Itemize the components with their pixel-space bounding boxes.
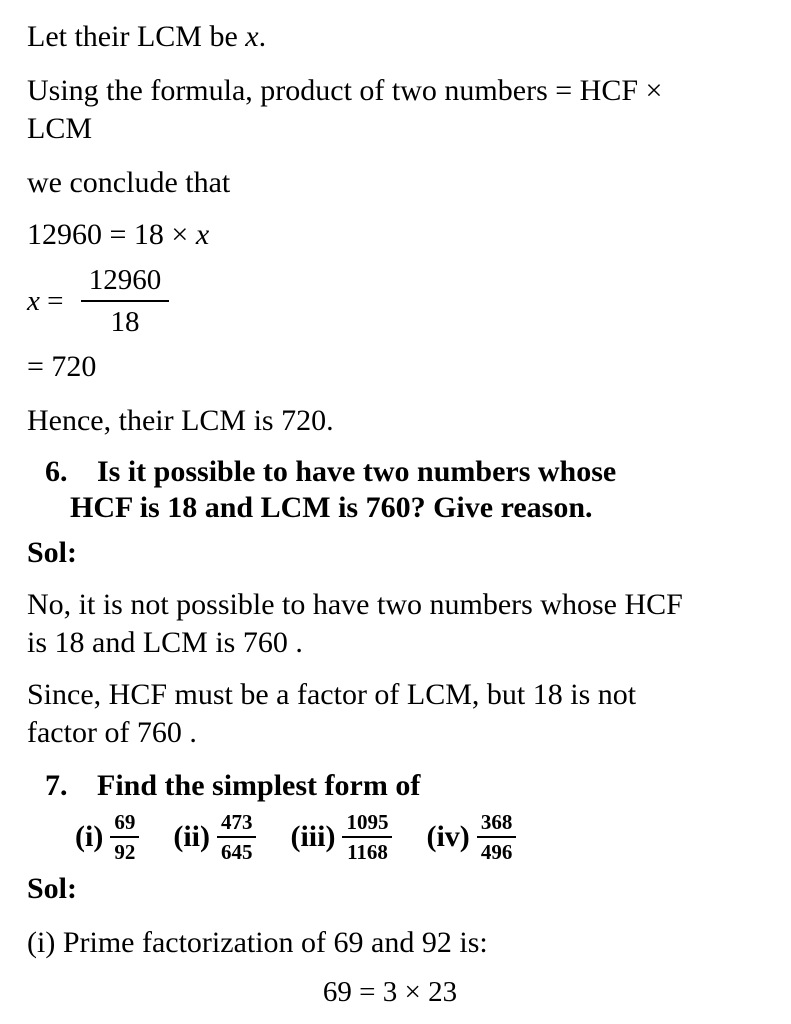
fraction-numerator: 12960 [88, 264, 162, 296]
paragraph-conclude: we conclude that [27, 166, 231, 199]
question-7-text: Find the simplest form of [97, 769, 421, 802]
question-6 [27, 454, 763, 526]
paragraph-formula-line2: LCM [27, 112, 93, 145]
fraction-12960-18 [81, 264, 170, 338]
reason-q6-line2: factor of 760 . [27, 716, 197, 749]
text-run: 12960 = 18 × [27, 218, 196, 251]
fraction-item-iii [290, 810, 392, 864]
fraction-item-iv [426, 810, 516, 864]
answer-q6-line2: is 18 and LCM is 760 . [27, 626, 303, 659]
paragraph-formula-line1: Using the formula, product of two numbers = HCF × [27, 74, 663, 107]
fraction-label: (i) [75, 820, 104, 853]
math-variable-x: x [27, 284, 40, 317]
fraction-denominator: 1168 [342, 836, 392, 864]
question-7 [27, 768, 763, 804]
fraction-numerator: 368 [480, 810, 513, 834]
equation-fraction [27, 264, 763, 338]
fraction-denominator: 496 [477, 836, 517, 864]
fraction-numerator: 473 [220, 810, 253, 834]
question-6-line2: HCF is 18 and LCM is 760? Give reason. [70, 491, 593, 524]
fraction-69-92 [110, 810, 139, 864]
fraction-lhs [27, 285, 71, 318]
solution-label-q7: Sol: [27, 872, 78, 905]
fraction-368-496 [477, 810, 517, 864]
math-variable-x: x [245, 20, 259, 53]
text-run: . [258, 20, 267, 53]
solution-page [27, 18, 763, 1009]
fraction-denominator: 18 [81, 300, 170, 338]
fraction-denominator: 92 [110, 836, 139, 864]
fraction-item-ii [173, 810, 256, 864]
fraction-label: (ii) [173, 820, 210, 853]
fraction-numerator: 69 [114, 810, 136, 834]
paragraph-prime-factorization: (i) Prime factorization of 69 and 92 is: [27, 926, 488, 959]
reason-q6-line1: Since, HCF must be a factor of LCM, but 18 is not [27, 678, 637, 711]
question-7-number: 7. [45, 769, 68, 802]
question-6-number: 6. [45, 455, 68, 488]
fraction-item-i [75, 810, 139, 864]
fraction-label: (iii) [290, 820, 336, 853]
answer-q6-line1: No, it is not possible to have two numbers whose HCF [27, 588, 683, 621]
fraction-label: (iv) [426, 820, 470, 853]
equation-69-factorization: 69 = 3 × 23 [322, 976, 458, 1008]
solution-label-q6: Sol: [27, 536, 78, 569]
question-7-line1 [27, 768, 763, 804]
paragraph-hence: Hence, their LCM is 720. [27, 404, 334, 437]
text-run: Let their LCM be [27, 20, 246, 53]
math-variable-x: x [195, 218, 210, 251]
question-6-line1 [27, 454, 763, 490]
paragraph-lcm-assumption [27, 18, 763, 56]
fraction-denominator: 645 [217, 836, 257, 864]
question-6-text: Is it possible to have two numbers whose [97, 455, 617, 488]
fraction-numerator: 1095 [346, 810, 389, 834]
equation-product [27, 216, 763, 254]
question-7-fraction-list [75, 810, 763, 864]
equation-result: = 720 [27, 350, 97, 383]
fraction-1095-1168 [342, 810, 392, 864]
fraction-473-645 [217, 810, 257, 864]
equals-sign: = [39, 284, 71, 317]
